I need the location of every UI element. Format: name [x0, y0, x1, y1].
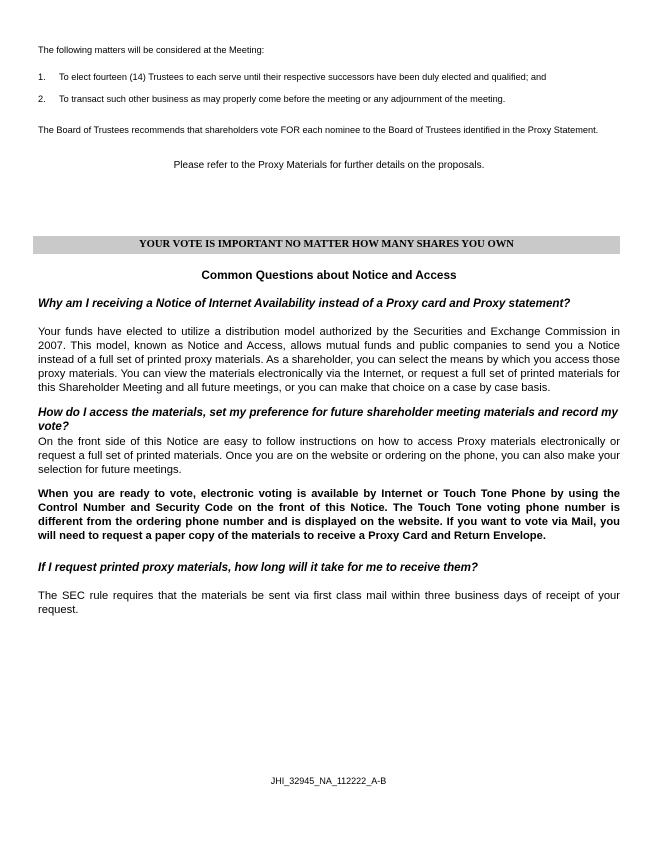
matter-item-1	[38, 71, 620, 83]
answer-2: On the front side of this Notice are easy to follow instructions on how to access Proxy materials electronically or request a full set of printed materials. Once you are on the website or ordering on the phone, you can also make your selection for future meetings.	[38, 436, 620, 476]
vote-important-banner: YOUR VOTE IS IMPORTANT NO MATTER HOW MANY SHARES YOU OWN	[33, 236, 620, 254]
answer-2-voting: When you are ready to vote, electronic voting is available by Internet or Touch Tone Phone by using the Control Number and Security Code on the front of this Notice. The Touch Tone voting phone number is different from the ordering phone number and is displayed on the website. If you want to vote via Mail, you will need to request a paper copy of the materials to receive a Proxy Card and Return Envelope.	[38, 488, 620, 542]
matter-text: To elect fourteen (14) Trustees to each serve until their respective successors have been duly elected and qualified; and	[59, 72, 547, 82]
question-3: If I request printed proxy materials, how long will it take for me to receive them?	[38, 561, 479, 574]
question-1: Why am I receiving a Notice of Internet Availability instead of a Proxy card and Proxy statement?	[38, 297, 571, 310]
question-2: How do I access the materials, set my preference for future shareholder meeting materials and record my vote?	[38, 406, 618, 433]
matter-number: 2.	[38, 94, 46, 104]
answer-1: Your funds have elected to utilize a distribution model authorized by the Securities and Exchange Commission in 2007. This model, known as Notice and Access, allows mutual funds and public companies to send you a Notice instead of a full set of printed proxy materials. As a shareholder, you can select the means by which you access those proxy materials. You can view the materials electronically via the Internet, or request a full set of printed materials for this Shareholder Meeting and all future meetings, or you can make that choice on a case by case basis.	[38, 326, 620, 394]
answer-3: The SEC rule requires that the materials be sent via first class mail within three business days of receipt of your request.	[38, 590, 620, 616]
board-recommendation: The Board of Trustees recommends that shareholders vote FOR each nominee to the Board of Trustees identified in the Proxy Statement.	[38, 125, 599, 135]
footer-code: JHI_32945_NA_112222_A-B	[270, 776, 387, 786]
section-title: Common Questions about Notice and Access	[201, 268, 457, 282]
matter-item-2	[38, 93, 620, 105]
matter-number: 1.	[38, 72, 46, 82]
refer-text: Please refer to the Proxy Materials for further details on the proposals.	[173, 160, 485, 171]
intro-text: The following matters will be considered at the Meeting:	[38, 45, 265, 55]
matter-text: To transact such other business as may properly come before the meeting or any adjournment of the meeting.	[59, 94, 506, 104]
